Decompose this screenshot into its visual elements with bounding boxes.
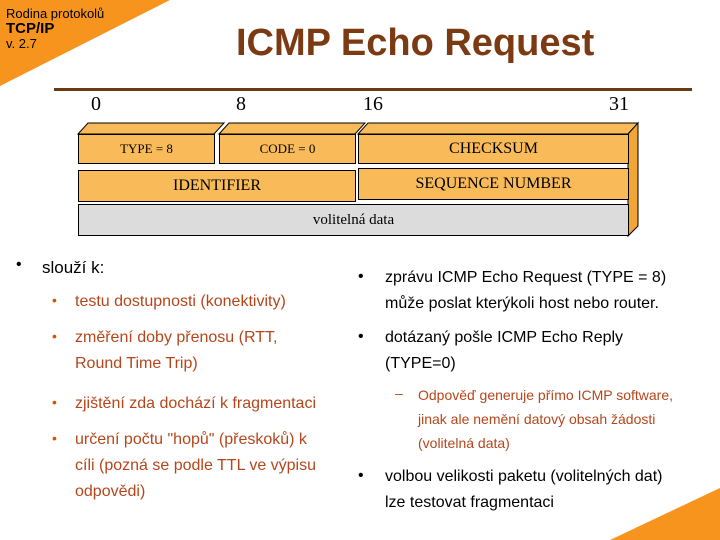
field-checksum: CHECKSUM: [358, 134, 629, 164]
bit-label-0: 0: [91, 93, 101, 115]
field-type: TYPE = 8: [78, 134, 215, 164]
left-item-2: změření doby přenosu (RTT, Round Time Trip): [75, 329, 278, 372]
right-item-3: volbou velikosti paketu (volitelných dat) lze testovat fragmentaci: [385, 468, 663, 511]
left-item-4: určení počtu "hopů" (přeskoků) k cíli (pozná se podle TTL ve výpisu odpovědi): [75, 431, 317, 500]
bit-label-8: 8: [236, 93, 246, 115]
left-heading: slouží k:: [42, 258, 105, 277]
sub-bullet-dot: •: [52, 430, 57, 446]
bit-label-16: 16: [363, 93, 383, 115]
sub-bullet-dot: •: [52, 328, 57, 344]
bullet-dot: •: [358, 467, 364, 484]
left-item-1: testu dostupnosti (konektivity): [75, 293, 286, 310]
page-title: ICMP Echo Request: [236, 22, 595, 64]
bullet-dot: •: [358, 268, 364, 285]
right-item-1: zprávu ICMP Echo Request (TYPE = 8) může poslat kterýkoli host nebo router.: [385, 269, 667, 312]
sub-bullet-dot: •: [52, 292, 57, 308]
bit-label-31: 31: [609, 93, 629, 115]
field-code: CODE = 0: [219, 134, 356, 164]
left-item-3: zjištění zda dochází k fragmentaci: [75, 395, 317, 412]
brand-line-1: Rodina protokolů: [6, 6, 105, 21]
right-subitem: Odpověď generuje přímo ICMP software, jinak ale nemění datový obsah žádosti (volitelná data): [418, 387, 674, 451]
field-identifier: IDENTIFIER: [78, 170, 356, 202]
field-optional-data: volitelná data: [78, 204, 629, 236]
right-item-2: dotázaný pošle ICMP Echo Reply (TYPE=0): [385, 329, 624, 372]
bullet-dot: •: [358, 328, 364, 345]
bullet-dot: •: [16, 256, 22, 273]
field-sequence-number: SEQUENCE NUMBER: [358, 168, 629, 200]
brand-line-2: TCP/IP: [6, 20, 55, 37]
dash-bullet: –: [395, 385, 403, 401]
brand-line-3: v. 2.7: [6, 36, 37, 51]
sub-bullet-dot: •: [52, 394, 57, 410]
